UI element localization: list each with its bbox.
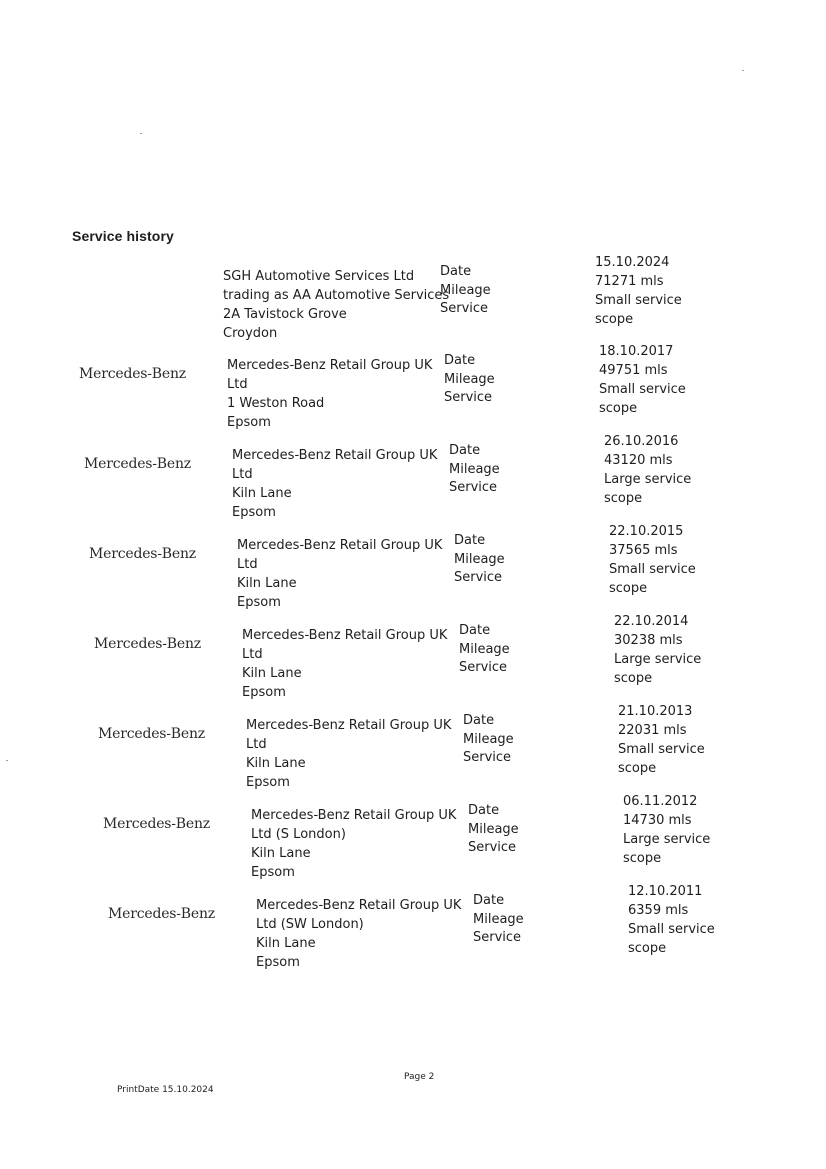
garage-address bbox=[232, 446, 454, 522]
service-value-cont: scope bbox=[609, 581, 648, 596]
mileage-value: 22031 mls bbox=[618, 723, 687, 738]
scan-speck bbox=[6, 760, 8, 761]
garage-line: Kiln Lane bbox=[242, 666, 302, 681]
service-label: Service bbox=[440, 301, 489, 316]
service-value-cont: scope bbox=[614, 671, 653, 686]
garage-line: Ltd bbox=[242, 647, 263, 662]
mileage-value: 43120 mls bbox=[604, 453, 673, 468]
brand-logo-text: Mercedes-Benz bbox=[103, 816, 210, 832]
print-date: PrintDate 15.10.2024 bbox=[117, 1085, 214, 1095]
garage-line: Ltd bbox=[232, 467, 253, 482]
brand-logo-text: Mercedes-Benz bbox=[94, 636, 201, 652]
garage-line: Epsom bbox=[251, 865, 295, 880]
mileage-value: 14730 mls bbox=[623, 813, 692, 828]
date-value: 15.10.2024 bbox=[595, 255, 670, 270]
garage-line: Kiln Lane bbox=[237, 576, 297, 591]
garage-line: Epsom bbox=[237, 595, 281, 610]
brand-logo-text: Mercedes-Benz bbox=[84, 456, 191, 472]
date-value: 12.10.2011 bbox=[628, 884, 703, 899]
garage-line: Epsom bbox=[246, 775, 290, 790]
garage-line: Mercedes-Benz Retail Group UK bbox=[251, 808, 457, 823]
service-label: Service bbox=[468, 840, 517, 855]
garage-line: trading as AA Automotive Services bbox=[223, 288, 450, 303]
service-label: Service bbox=[454, 570, 503, 585]
service-value: Small service bbox=[618, 742, 705, 757]
garage-line: Epsom bbox=[242, 685, 286, 700]
brand-logo-text: Mercedes-Benz bbox=[79, 366, 186, 382]
garage-line: Epsom bbox=[227, 415, 271, 430]
field-values bbox=[623, 792, 743, 868]
page-title: Service history bbox=[72, 228, 174, 244]
field-values bbox=[614, 612, 734, 688]
field-labels bbox=[440, 263, 491, 319]
garage-line: Epsom bbox=[232, 505, 276, 520]
brand-logo-text: Mercedes-Benz bbox=[89, 546, 196, 562]
service-value-cont: scope bbox=[599, 401, 638, 416]
service-value: Large service bbox=[623, 832, 711, 847]
mileage-label: Mileage bbox=[463, 731, 514, 747]
garage-line: Mercedes-Benz Retail Group UK bbox=[227, 358, 433, 373]
service-value-cont: scope bbox=[604, 491, 643, 506]
garage-address bbox=[223, 267, 450, 343]
mileage-value: 71271 mls bbox=[595, 274, 664, 289]
service-value-cont: scope bbox=[628, 941, 667, 956]
brand-logo-text: Mercedes-Benz bbox=[108, 906, 215, 922]
page-number: Page 2 bbox=[404, 1072, 435, 1082]
service-label: Service bbox=[459, 660, 508, 675]
service-value: Small service bbox=[609, 562, 696, 577]
service-value: Small service bbox=[599, 382, 686, 397]
garage-line: Kiln Lane bbox=[246, 756, 306, 771]
garage-line: Kiln Lane bbox=[251, 846, 311, 861]
service-value-cont: scope bbox=[623, 851, 662, 866]
field-labels bbox=[459, 622, 510, 678]
garage-address bbox=[227, 356, 449, 432]
field-labels bbox=[463, 712, 514, 768]
mileage-value: 6359 mls bbox=[628, 903, 689, 918]
field-values bbox=[628, 882, 748, 958]
field-values bbox=[618, 702, 738, 778]
service-label: Service bbox=[463, 750, 512, 765]
garage-line: Ltd bbox=[246, 737, 267, 752]
service-value: Large service bbox=[604, 472, 692, 487]
field-labels bbox=[449, 442, 500, 498]
field-labels bbox=[473, 892, 524, 948]
service-entry bbox=[108, 884, 808, 986]
garage-address bbox=[251, 806, 473, 882]
garage-address bbox=[237, 536, 459, 612]
field-values bbox=[599, 342, 719, 418]
service-value: Large service bbox=[614, 652, 702, 667]
field-labels bbox=[444, 352, 495, 408]
garage-line: Mercedes-Benz Retail Group UK bbox=[237, 538, 443, 553]
field-labels bbox=[454, 532, 505, 588]
garage-line: Mercedes-Benz Retail Group UK bbox=[256, 898, 462, 913]
mileage-value: 37565 mls bbox=[609, 543, 678, 558]
garage-line: Kiln Lane bbox=[256, 936, 316, 951]
garage-line: Ltd (SW London) bbox=[256, 917, 364, 932]
service-value: Small service bbox=[628, 922, 715, 937]
mileage-label: Mileage bbox=[459, 641, 510, 657]
garage-address bbox=[242, 626, 464, 702]
date-value: 21.10.2013 bbox=[618, 704, 693, 719]
date-label: Date bbox=[449, 443, 481, 458]
service-label: Service bbox=[473, 930, 522, 945]
scan-speck bbox=[140, 133, 142, 134]
garage-line: Croydon bbox=[223, 326, 278, 341]
field-labels bbox=[468, 802, 519, 858]
mileage-value: 30238 mls bbox=[614, 633, 683, 648]
service-value: Small service bbox=[595, 293, 682, 308]
garage-address bbox=[256, 896, 478, 972]
garage-line: 1 Weston Road bbox=[227, 396, 325, 411]
mileage-label: Mileage bbox=[468, 821, 519, 837]
date-label: Date bbox=[459, 623, 491, 638]
mileage-label: Mileage bbox=[444, 371, 495, 387]
date-value: 22.10.2014 bbox=[614, 614, 689, 629]
date-label: Date bbox=[463, 713, 495, 728]
field-values bbox=[595, 253, 715, 329]
garage-line: Ltd bbox=[227, 377, 248, 392]
date-value: 06.11.2012 bbox=[623, 794, 698, 809]
date-label: Date bbox=[468, 803, 500, 818]
garage-line: Ltd bbox=[237, 557, 258, 572]
date-label: Date bbox=[454, 533, 486, 548]
garage-line: Mercedes-Benz Retail Group UK bbox=[242, 628, 448, 643]
garage-line: Mercedes-Benz Retail Group UK bbox=[232, 448, 438, 463]
scan-speck bbox=[742, 70, 744, 71]
garage-line: Mercedes-Benz Retail Group UK bbox=[246, 718, 452, 733]
date-label: Date bbox=[440, 264, 472, 279]
date-label: Date bbox=[444, 353, 476, 368]
date-value: 18.10.2017 bbox=[599, 344, 674, 359]
mileage-label: Mileage bbox=[454, 551, 505, 567]
garage-line: 2A Tavistock Grove bbox=[223, 307, 347, 322]
date-value: 22.10.2015 bbox=[609, 524, 684, 539]
brand-logo-text: Mercedes-Benz bbox=[98, 726, 205, 742]
garage-line: Epsom bbox=[256, 955, 300, 970]
field-values bbox=[609, 522, 729, 598]
mileage-value: 49751 mls bbox=[599, 363, 668, 378]
service-label: Service bbox=[444, 390, 493, 405]
service-value-cont: scope bbox=[618, 761, 657, 776]
garage-line: SGH Automotive Services Ltd bbox=[223, 269, 415, 284]
field-values bbox=[604, 432, 724, 508]
garage-address bbox=[246, 716, 468, 792]
date-label: Date bbox=[473, 893, 505, 908]
service-label: Service bbox=[449, 480, 498, 495]
mileage-label: Mileage bbox=[473, 911, 524, 927]
mileage-label: Mileage bbox=[449, 461, 500, 477]
garage-line: Ltd (S London) bbox=[251, 827, 346, 842]
garage-line: Kiln Lane bbox=[232, 486, 292, 501]
service-value-cont: scope bbox=[595, 312, 634, 327]
mileage-label: Mileage bbox=[440, 282, 491, 298]
date-value: 26.10.2016 bbox=[604, 434, 679, 449]
